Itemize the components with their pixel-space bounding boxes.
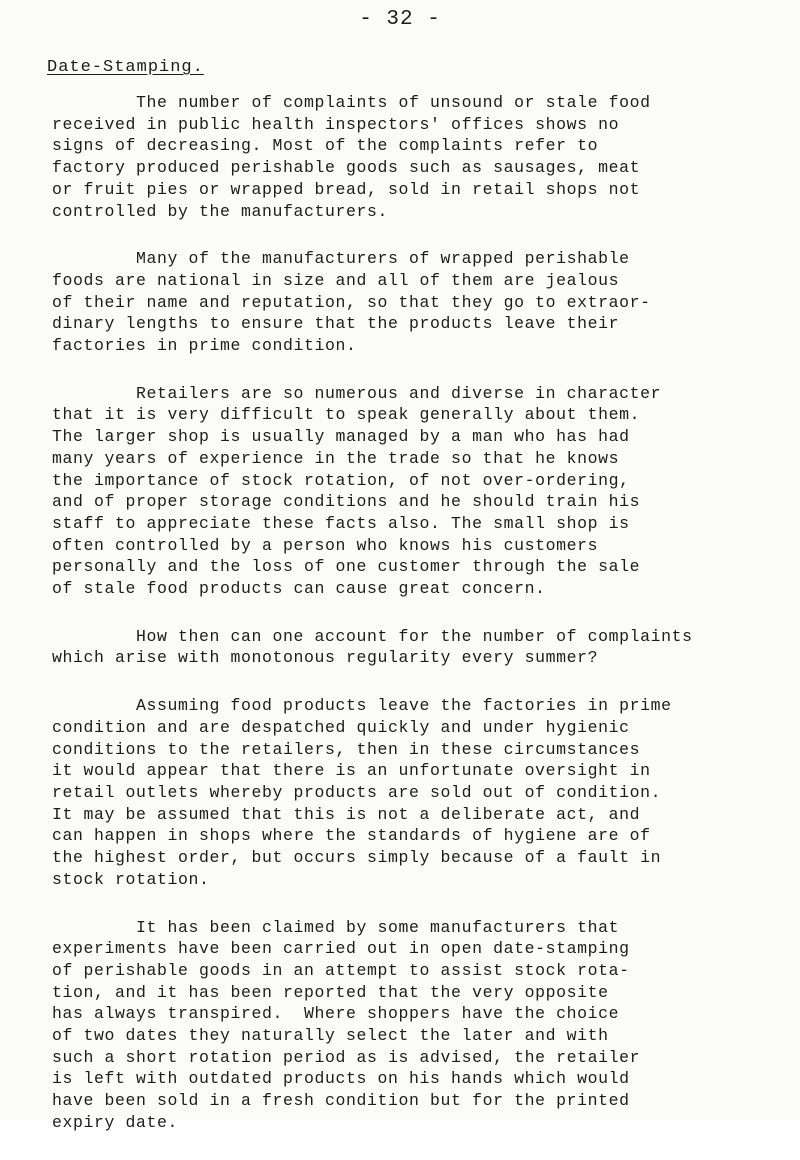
text-line: can happen in shops where the standards of hygiene are of [52, 826, 651, 846]
text-line: such a short rotation period as is advised, the retailer [52, 1047, 641, 1067]
text-line: condition and are despatched quickly and under hygienic [52, 717, 630, 737]
text-line: is left with outdated products on his hands which would [52, 1069, 630, 1089]
paragraph-1 [52, 92, 764, 222]
text-line: of two dates they naturally select the later and with [52, 1026, 609, 1046]
body-text [52, 92, 764, 1160]
text-line: tion, and it has been reported that the very opposite [52, 982, 609, 1002]
text-line: many years of experience in the trade so that he knows [52, 448, 620, 468]
text-line: stock rotation. [52, 869, 210, 889]
text-line: and of proper storage conditions and he should train his [52, 492, 641, 512]
text-line: the importance of stock rotation, of not over-ordering, [52, 470, 630, 490]
text-line: controlled by the manufacturers. [52, 201, 389, 221]
paragraph-6 [52, 917, 764, 1134]
text-line: of their name and reputation, so that they go to extraor- [52, 292, 651, 312]
text-line: factories in prime condition. [52, 336, 357, 356]
text-line: Many of the manufacturers of wrapped perishable [52, 249, 630, 269]
paragraph-2 [52, 248, 764, 357]
text-line: experiments have been carried out in open date-stamping [52, 939, 630, 959]
text-line: personally and the loss of one customer through the sale [52, 557, 641, 577]
text-line: that it is very difficult to speak generally about them. [52, 405, 641, 425]
text-line: It may be assumed that this is not a deliberate act, and [52, 804, 641, 824]
text-line: The number of complaints of unsound or stale food [52, 93, 651, 112]
text-line: Assuming food products leave the factories in prime [52, 696, 672, 716]
text-line: dinary lengths to ensure that the products leave their [52, 314, 620, 334]
text-line: it would appear that there is an unfortunate oversight in [52, 761, 651, 781]
page-number: - 32 - [359, 8, 441, 31]
text-line: foods are national in size and all of them are jealous [52, 270, 620, 290]
text-line: The larger shop is usually managed by a man who has had [52, 427, 630, 447]
text-line: factory produced perishable goods such as sausages, meat [52, 158, 641, 178]
text-line: which arise with monotonous regularity every summer? [52, 648, 599, 668]
text-line: often controlled by a person who knows his customers [52, 535, 599, 555]
text-line: expiry date. [52, 1112, 179, 1132]
text-line: of perishable goods in an attempt to assist stock rota- [52, 960, 630, 980]
paragraph-4 [52, 626, 764, 669]
paragraph-3 [52, 383, 764, 600]
text-line: the highest order, but occurs simply because of a fault in [52, 848, 662, 868]
text-line: How then can one account for the number of complaints [52, 626, 693, 646]
section-heading: Date-Stamping. [47, 58, 204, 77]
text-line: It has been claimed by some manufacturers that [52, 917, 620, 937]
text-line: received in public health inspectors' offices shows no [52, 114, 620, 134]
paragraph-5 [52, 695, 764, 890]
text-line: or fruit pies or wrapped bread, sold in retail shops not [52, 179, 641, 199]
text-line: signs of decreasing. Most of the complaints refer to [52, 136, 599, 156]
text-line: of stale food products can cause great concern. [52, 579, 546, 599]
text-line: Retailers are so numerous and diverse in character [52, 383, 662, 403]
text-line: have been sold in a fresh condition but for the printed [52, 1091, 630, 1111]
text-line: has always transpired. Where shoppers have the choice [52, 1004, 620, 1024]
text-line: conditions to the retailers, then in these circumstances [52, 739, 641, 759]
text-line: retail outlets whereby products are sold out of condition. [52, 782, 662, 802]
text-line: staff to appreciate these facts also. The small shop is [52, 513, 630, 533]
